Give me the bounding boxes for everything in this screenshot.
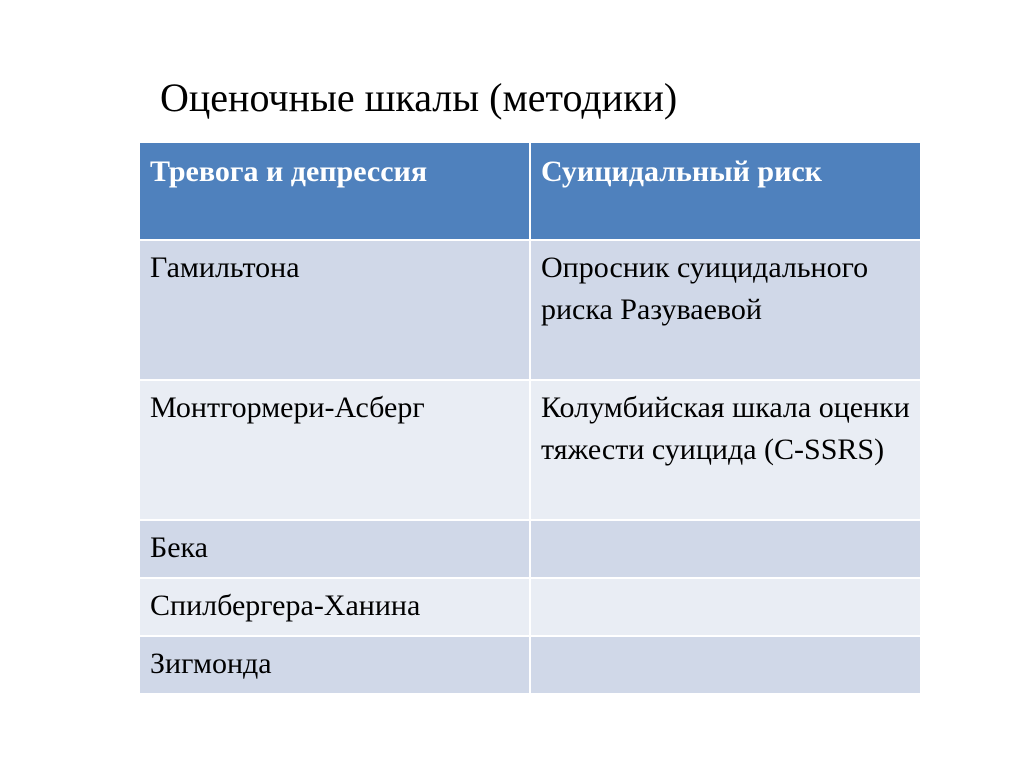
scales-table	[138, 141, 922, 695]
table-cell: Спилбергера-Ханина	[139, 578, 530, 636]
table-cell	[530, 520, 921, 578]
table-header-row	[139, 142, 921, 240]
table-row	[139, 380, 921, 520]
header-suicidal-risk: Суицидальный риск	[530, 142, 921, 240]
table-row	[139, 240, 921, 380]
table-cell: Зигмонда	[139, 636, 530, 694]
table-row	[139, 578, 921, 636]
table-cell: Гамильтона	[139, 240, 530, 380]
table-cell: Монтгормери-Асберг	[139, 380, 530, 520]
header-anxiety-depression: Тревога и депрессия	[139, 142, 530, 240]
table-cell	[530, 636, 921, 694]
table-row	[139, 520, 921, 578]
table-cell: Бека	[139, 520, 530, 578]
table-cell: Колумбийская шкала оценки тяжести суицида (C-SSRS)	[530, 380, 921, 520]
table-cell: Опросник суицидального риска Разуваевой	[530, 240, 921, 380]
table-row	[139, 636, 921, 694]
slide-title: Оценочные шкалы (методики)	[160, 75, 678, 120]
table-cell	[530, 578, 921, 636]
